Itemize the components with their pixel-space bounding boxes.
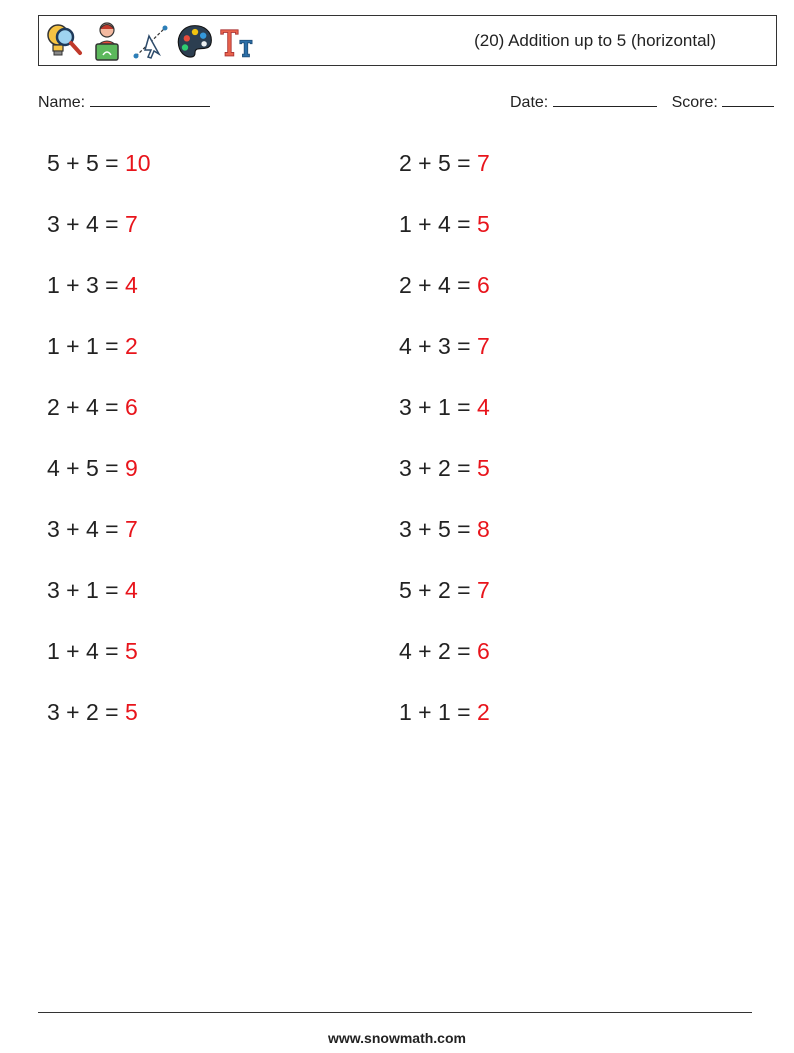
problem-right-1 bbox=[399, 148, 490, 178]
name-field bbox=[38, 92, 210, 112]
problem-answer: 4 bbox=[477, 394, 490, 420]
date-blank-line[interactable] bbox=[553, 92, 657, 107]
problem-left-3 bbox=[47, 270, 138, 300]
icon-bar bbox=[43, 20, 259, 64]
problem-left-8 bbox=[47, 575, 138, 605]
problem-answer: 8 bbox=[477, 516, 490, 542]
problem-expression: 3 + 4 = bbox=[47, 211, 126, 237]
pointer-icon bbox=[131, 20, 171, 64]
problem-right-6 bbox=[399, 453, 490, 483]
problem-right-8 bbox=[399, 575, 490, 605]
problem-answer: 5 bbox=[125, 699, 138, 725]
problem-answer: 7 bbox=[125, 211, 138, 237]
score-blank-line[interactable] bbox=[722, 92, 774, 107]
problem-expression: 1 + 1 = bbox=[399, 699, 478, 725]
problem-right-10 bbox=[399, 697, 490, 727]
problem-answer: 6 bbox=[125, 394, 138, 420]
problem-expression: 5 + 5 = bbox=[47, 150, 126, 176]
problem-expression: 4 + 2 = bbox=[399, 638, 478, 664]
problem-left-7 bbox=[47, 514, 138, 544]
date-label: Date: bbox=[510, 94, 549, 111]
problem-expression: 1 + 1 = bbox=[47, 333, 126, 359]
problem-answer: 5 bbox=[477, 211, 490, 237]
problem-left-6 bbox=[47, 453, 138, 483]
lightbulb-magnifier-icon bbox=[43, 20, 83, 64]
problem-answer: 9 bbox=[125, 455, 138, 481]
problem-expression: 3 + 5 = bbox=[399, 516, 478, 542]
problem-expression: 3 + 4 = bbox=[47, 516, 126, 542]
problem-expression: 1 + 4 = bbox=[399, 211, 478, 237]
problem-expression: 3 + 2 = bbox=[399, 455, 478, 481]
date-score-field bbox=[510, 92, 774, 112]
palette-icon bbox=[175, 20, 215, 64]
problem-expression: 3 + 1 = bbox=[399, 394, 478, 420]
problem-expression: 3 + 2 = bbox=[47, 699, 126, 725]
problem-right-3 bbox=[399, 270, 490, 300]
problem-expression: 5 + 2 = bbox=[399, 577, 478, 603]
problem-left-2 bbox=[47, 209, 138, 239]
problem-answer: 5 bbox=[477, 455, 490, 481]
problem-expression: 1 + 3 = bbox=[47, 272, 126, 298]
problem-answer: 7 bbox=[477, 150, 490, 176]
problem-answer: 7 bbox=[477, 333, 490, 359]
problem-answer: 6 bbox=[477, 272, 490, 298]
problem-left-4 bbox=[47, 331, 138, 361]
problem-answer: 2 bbox=[477, 699, 490, 725]
problem-expression: 2 + 4 = bbox=[399, 272, 478, 298]
text-size-icon bbox=[219, 20, 259, 64]
problem-expression: 2 + 4 = bbox=[47, 394, 126, 420]
worksheet-title: (20) Addition up to 5 (horizontal) bbox=[474, 31, 716, 50]
score-label: Score: bbox=[671, 94, 718, 111]
problem-answer: 2 bbox=[125, 333, 138, 359]
problem-expression: 2 + 5 = bbox=[399, 150, 478, 176]
problem-left-10 bbox=[47, 697, 138, 727]
problem-answer: 7 bbox=[477, 577, 490, 603]
name-label: Name: bbox=[38, 94, 86, 111]
problem-expression: 4 + 5 = bbox=[47, 455, 126, 481]
problem-expression: 1 + 4 = bbox=[47, 638, 126, 664]
footer-divider bbox=[38, 1012, 752, 1013]
problem-right-4 bbox=[399, 331, 490, 361]
footer-website: www.snowmath.com bbox=[328, 1030, 466, 1046]
problem-expression: 3 + 1 = bbox=[47, 577, 126, 603]
problem-answer: 4 bbox=[125, 272, 138, 298]
problem-right-2 bbox=[399, 209, 490, 239]
problem-answer: 7 bbox=[125, 516, 138, 542]
problem-answer: 4 bbox=[125, 577, 138, 603]
problem-expression: 4 + 3 = bbox=[399, 333, 478, 359]
problem-answer: 6 bbox=[477, 638, 490, 664]
problem-answer: 5 bbox=[125, 638, 138, 664]
header-box bbox=[38, 15, 777, 66]
problem-left-1 bbox=[47, 148, 151, 178]
problem-left-5 bbox=[47, 392, 138, 422]
problem-right-7 bbox=[399, 514, 490, 544]
name-blank-line[interactable] bbox=[90, 92, 210, 107]
problem-answer: 10 bbox=[125, 150, 151, 176]
problem-left-9 bbox=[47, 636, 138, 666]
problem-right-9 bbox=[399, 636, 490, 666]
teacher-icon bbox=[87, 20, 127, 64]
problem-right-5 bbox=[399, 392, 490, 422]
